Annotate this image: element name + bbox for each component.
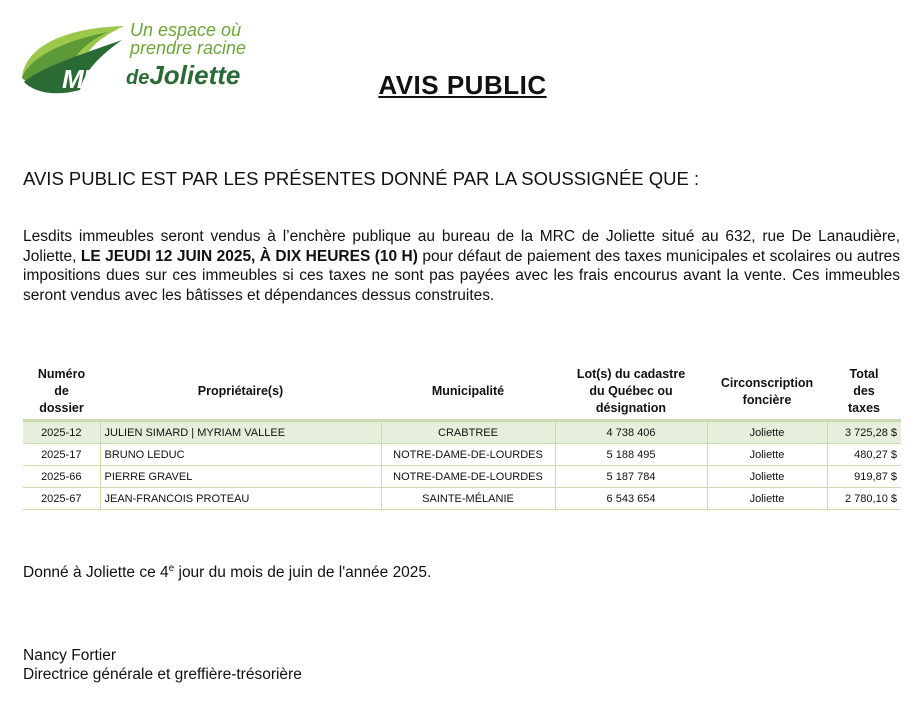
- table-row: [23, 444, 901, 466]
- cell-total: 3 725,28 $: [827, 421, 901, 444]
- cell-total: 480,27 $: [827, 444, 901, 466]
- cell-municipalite: NOTRE-DAME-DE-LOURDES: [381, 444, 555, 466]
- logo-joliette-text: [126, 60, 240, 91]
- table-row: [23, 421, 901, 444]
- notice-body: [23, 227, 900, 305]
- header-numero: Numéro de dossier: [23, 366, 100, 421]
- header-total: Total des taxes: [827, 366, 901, 421]
- logo-de-text: de: [126, 67, 150, 89]
- signer-name: Nancy Fortier: [23, 647, 117, 664]
- cell-total: 2 780,10 $: [827, 488, 901, 510]
- cell-circonscription: Joliette: [707, 488, 827, 510]
- header-lots: Lot(s) du cadastre du Québec ou désignation: [555, 366, 707, 421]
- notice-subtitle: AVIS PUBLIC EST PAR LES PRÉSENTES DONNÉ PAR LA SOUSSIGNÉE QUE :: [23, 168, 700, 189]
- header-municipalite: Municipalité: [381, 366, 555, 421]
- cell-circonscription: Joliette: [707, 421, 827, 444]
- cell-municipalite: CRABTREE: [381, 421, 555, 444]
- cell-lot: 4 738 406: [555, 421, 707, 444]
- signer-role: Directrice générale et greffière-trésorière: [23, 666, 302, 683]
- cell-proprietaires: PIERRE GRAVEL: [100, 466, 381, 488]
- header-circonscription: Circonscription foncière: [707, 366, 827, 421]
- cell-proprietaires: JULIEN SIMARD | MYRIAM VALLEE: [100, 421, 381, 444]
- logo-mrc-text: MRC: [62, 64, 119, 94]
- properties-table: [23, 366, 901, 510]
- cell-numero: 2025-67: [23, 488, 100, 510]
- given-text-end: jour du mois de juin de l'année 2025.: [174, 564, 432, 582]
- cell-proprietaires: JEAN-FRANCOIS PROTEAU: [100, 488, 381, 510]
- given-ordinal-sup: e: [168, 563, 175, 574]
- logo-joliette-word: Joliette: [149, 60, 241, 90]
- cell-lot: 5 187 784: [555, 466, 707, 488]
- logo-tagline-line2: prendre racine: [130, 38, 247, 58]
- cell-municipalite: NOTRE-DAME-DE-LOURDES: [381, 466, 555, 488]
- cell-numero: 2025-66: [23, 466, 100, 488]
- sale-date-bold: LE JEUDI 12 JUIN 2025, À DIX HEURES (10 H): [80, 247, 418, 265]
- table-row: [23, 488, 901, 510]
- cell-lot: 5 188 495: [555, 444, 707, 466]
- cell-circonscription: Joliette: [707, 444, 827, 466]
- cell-circonscription: Joliette: [707, 466, 827, 488]
- cell-proprietaires: BRUNO LEDUC: [100, 444, 381, 466]
- given-text-start: Donné à Joliette ce 4: [23, 564, 169, 582]
- body-text-rest: pour défaut de paiement des taxes municipales et scolaires ou autres impositions dues sur ces immeubles si ces taxes ne sont pas payées avec les frais encourus avant la vente. Ces immeubles seront vendus avec les bâtisses et dépendances dessus construites.: [23, 247, 900, 304]
- cell-total: 919,87 $: [827, 466, 901, 488]
- cell-municipalite: SAINTE-MÉLANIE: [381, 488, 555, 510]
- table-row: [23, 466, 901, 488]
- header-proprietaires: Propriétaire(s): [100, 366, 381, 421]
- given-at-line: [23, 563, 431, 582]
- cell-lot: 6 543 654: [555, 488, 707, 510]
- mrc-joliette-logo: [18, 20, 248, 100]
- body-text-intro: Lesdits immeubles seront vendus à l’enchère publique au bureau de la MRC de Joliette situé au 632, rue De Lanaudière, Joliette,: [23, 228, 900, 265]
- cell-numero: 2025-12: [23, 421, 100, 444]
- page-title: AVIS PUBLIC: [378, 70, 547, 100]
- cell-numero: 2025-17: [23, 444, 100, 466]
- logo-tagline-line1: Un espace où: [130, 20, 242, 40]
- table-header-row: [23, 366, 901, 421]
